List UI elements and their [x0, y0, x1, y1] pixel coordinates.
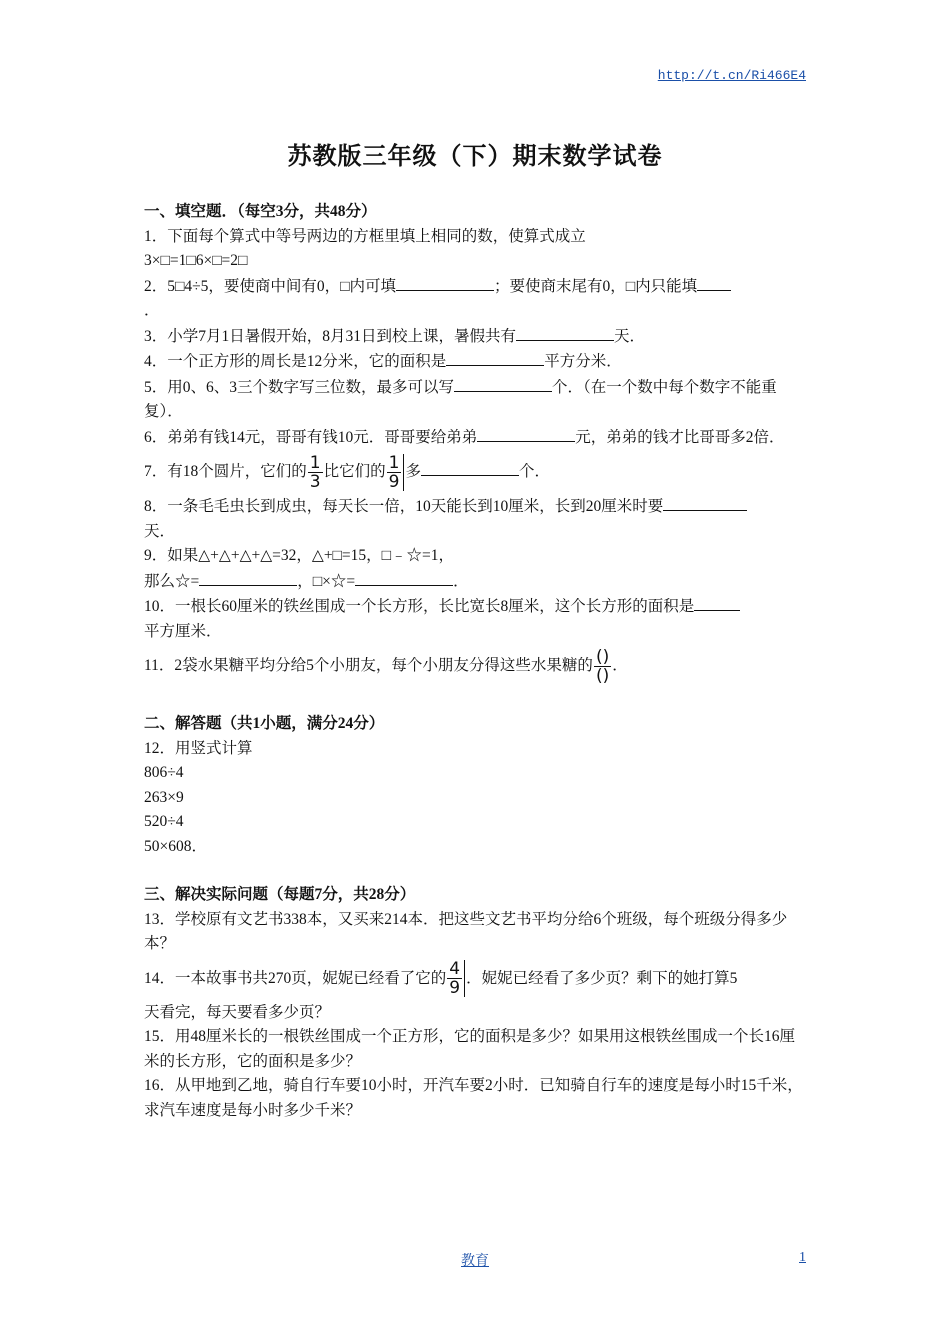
q5-blank[interactable] — [454, 375, 552, 392]
q7-f1-denominator: 3 — [309, 471, 321, 492]
q7-f2-numerator: 1 — [388, 452, 400, 473]
q7-text-c: 多 — [405, 463, 421, 480]
q12-line: 12．用竖式计算 — [144, 739, 253, 757]
q11-denominator[interactable]: () — [595, 665, 610, 686]
q3-text-a: 3．小学7月1日暑假开始，8月31日到校上课，暑假共有 — [144, 327, 517, 345]
question-1-equation: 3×□=1□6×□=2□ — [144, 252, 248, 269]
q9-text-d: ． — [453, 572, 469, 590]
q6-blank[interactable] — [477, 425, 575, 442]
q12-line: 263×9 — [144, 788, 184, 806]
q9-text-b: 那么☆= — [144, 572, 200, 590]
q8-text-a: 8．一条毛毛虫长到成虫，每天长一倍，10天能长到10厘米，长到20厘米时要 — [144, 498, 664, 515]
q10-text-a: 10．一根长60厘米的铁丝围成一个长方形，长比宽长8厘米，这个长方形的面积是 — [144, 598, 695, 615]
q7-f1-numerator: 1 — [309, 452, 321, 473]
q14-text-b: ．妮妮已经看了多少页？剩下的她打算5 — [466, 969, 738, 987]
q12-line: 520÷4 — [144, 813, 184, 830]
q12-line: 50×608． — [144, 837, 207, 855]
q12-line: 806÷4 — [144, 764, 184, 781]
question-2 — [144, 274, 806, 300]
q4-text-a: 4．一个正方形的周长是12分米，它的面积是 — [144, 353, 447, 370]
section-3-heading: 三、解决实际问题（每题7分，共28分） — [144, 886, 416, 903]
question-11 — [144, 644, 806, 688]
q4-blank[interactable] — [446, 349, 544, 366]
question-14 — [144, 957, 806, 1001]
question-13: 13．学校原有文艺书338本，又买来214本．把这些文艺书平均分给6个班级，每个班级分得多少本？ — [144, 910, 788, 952]
question-9: 9．如果△+△+△+△=32，△+□=15，□﹣☆=1， — [144, 547, 455, 564]
question-8 — [144, 494, 806, 520]
q9-blank-1[interactable] — [199, 569, 297, 586]
question-10 — [144, 594, 806, 620]
q9-text-c: ，□×☆= — [297, 572, 356, 590]
question-5 — [144, 375, 806, 425]
section-1-heading: 一、填空题．（每空3分，共48分） — [144, 203, 377, 220]
q6-text-b: 元，弟弟的钱才比哥哥多2倍． — [575, 428, 785, 446]
header-link[interactable]: http://t.cn/Ri466E4 — [657, 68, 806, 83]
q7-fraction-2 — [387, 454, 405, 491]
q8-end: 天． — [144, 522, 176, 540]
q2-end: ． — [144, 302, 160, 319]
page-title: 苏教版三年级（下）期末数学试卷 — [287, 144, 663, 170]
q7-text-b: 比它们的 — [323, 463, 386, 480]
q14-text-a: 14．一本故事书共270页，妮妮已经看了它的 — [144, 969, 447, 987]
question-14-cont: 天看完，每天要看多少页？ — [144, 1003, 331, 1021]
exam-body — [144, 200, 806, 1123]
q4-text-b: 平方分米． — [544, 353, 622, 370]
page-number: 1 — [799, 1250, 806, 1265]
question-7 — [144, 450, 806, 494]
q10-blank[interactable] — [694, 594, 740, 611]
q2-text-a: 2．5□4÷5，要使商中间有0，□内可填 — [144, 277, 396, 295]
q6-text-a: 6．弟弟有钱14元，哥哥有钱10元．哥哥要给弟弟 — [144, 428, 478, 446]
q5-text-a: 5．用0、6、3三个数字写三位数，最多可以写 — [144, 378, 455, 396]
q11-fraction — [594, 648, 611, 685]
q5-text-b: 个．（在一个数中每个数字不能重复）． — [144, 378, 777, 420]
q14-denominator: 9 — [449, 978, 461, 999]
section-2-heading: 二、解答题（共1小题，满分24分） — [144, 715, 385, 732]
q7-blank[interactable] — [421, 459, 519, 476]
q11-text-a: 11．2袋水果糖平均分给5个小朋友，每个小朋友分得这些水果糖的 — [144, 657, 593, 674]
footer-link[interactable]: 教育 — [461, 1254, 489, 1269]
q7-text-d: 个． — [518, 463, 550, 480]
q11-numerator[interactable]: () — [595, 646, 610, 667]
q7-f2-denominator: 9 — [388, 471, 400, 492]
question-6 — [144, 425, 806, 451]
q9-blank-2[interactable] — [355, 569, 453, 586]
question-9-answers — [144, 569, 806, 595]
question-4 — [144, 349, 806, 375]
q3-text-b: 天． — [614, 327, 646, 345]
q2-blank-1[interactable] — [396, 274, 494, 291]
q7-fraction-1 — [308, 454, 323, 491]
q10-end: 平方厘米． — [144, 622, 222, 640]
q7-text-a: 7．有18个圆片，它们的 — [144, 463, 307, 480]
question-3 — [144, 324, 806, 350]
question-16: 16．从甲地到乙地，骑自行车要10小时，开汽车要2小时．已知骑自行车的速度是每小时15千米，求汽车速度是每小时多少千米？ — [144, 1077, 803, 1119]
q11-text-b: ． — [612, 657, 628, 674]
q14-fraction — [447, 960, 465, 997]
q2-blank-2[interactable] — [697, 274, 731, 291]
question-1: 1．下面每个算式中等号两边的方框里填上相同的数，使算式成立 — [144, 227, 586, 245]
q14-numerator: 4 — [449, 959, 461, 980]
question-15: 15．用48厘米长的一根铁丝围成一个正方形，它的面积是多少？如果用这根铁丝围成一个长16厘米的长方形，它的面积是多少？ — [144, 1028, 796, 1070]
q2-text-b: ；要使商末尾有0，□内只能填 — [493, 277, 698, 295]
q8-blank[interactable] — [663, 494, 747, 511]
q3-blank[interactable] — [516, 324, 614, 341]
